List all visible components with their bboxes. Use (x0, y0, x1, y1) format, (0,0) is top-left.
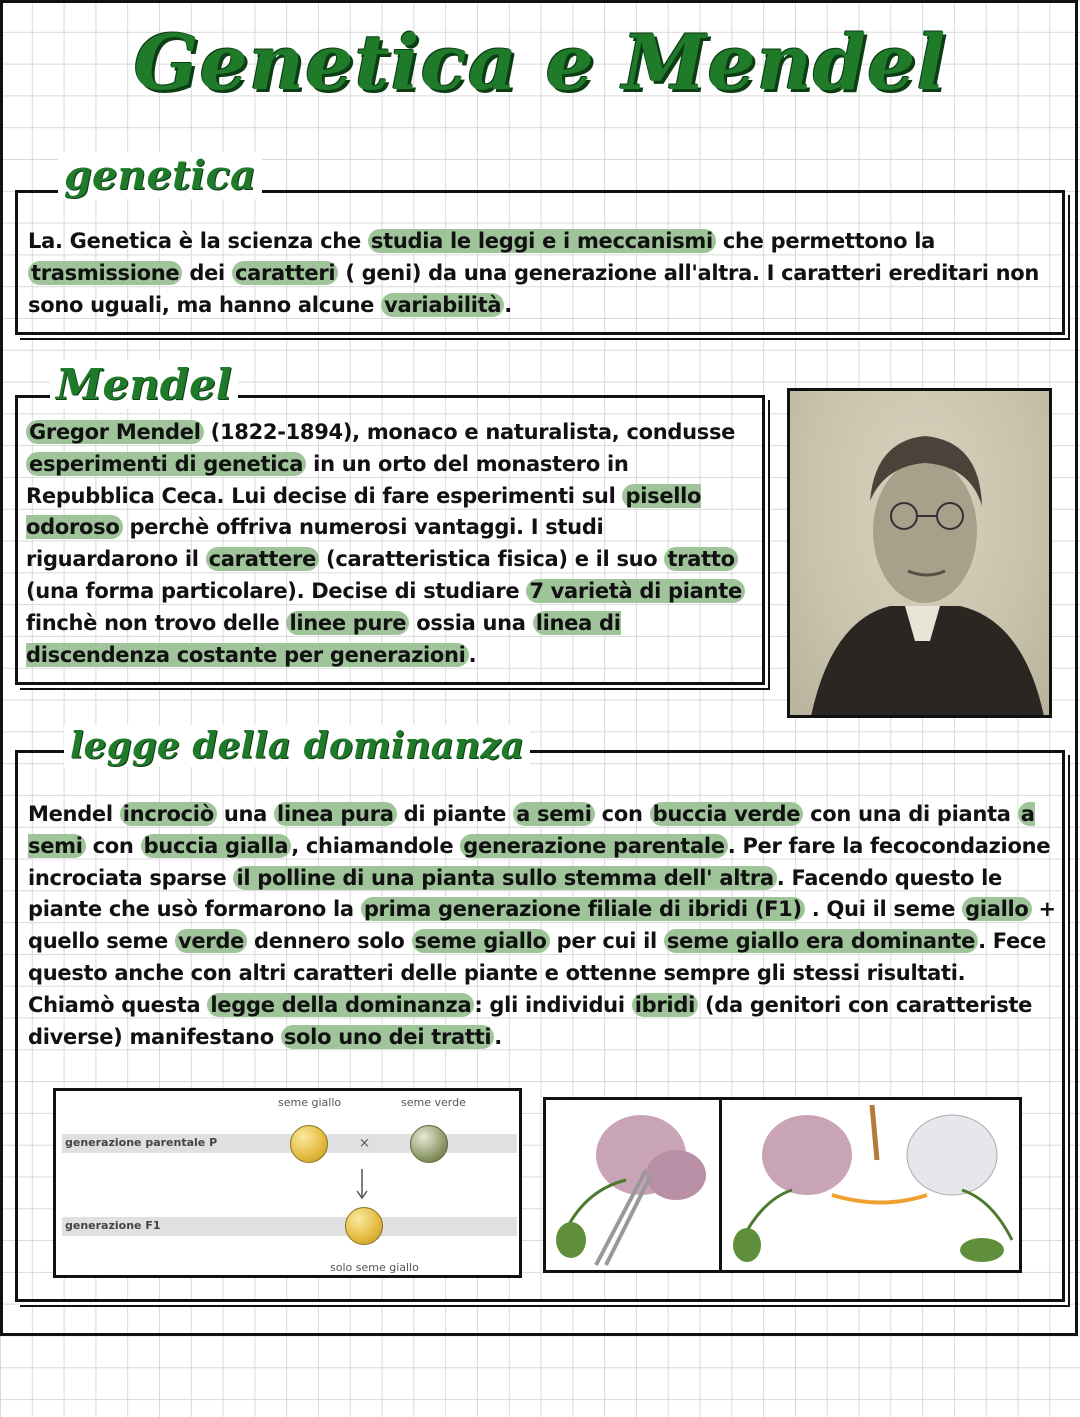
section-label-dominanza: legge della dominanza (64, 725, 530, 767)
text-segment: + quello seme (28, 897, 1056, 954)
mendel-portrait (787, 388, 1052, 718)
text-segment: dei (182, 260, 232, 285)
text-segment: con (85, 833, 141, 858)
text-segment: . Per fare la fecocondazione incrociata sparse (28, 833, 1051, 890)
highlighted-text: generazione parentale (460, 834, 727, 858)
label-generazione-f1: generazione F1 (65, 1219, 161, 1232)
highlighted-text: buccia verde (650, 802, 804, 826)
portrait-image (790, 391, 1052, 718)
arrow-down-icon (356, 1169, 368, 1199)
section-label-genetica: genetica (58, 152, 262, 199)
text-segment: di piante (396, 802, 514, 826)
highlighted-text: giallo (962, 897, 1031, 921)
pollination-illustration (719, 1097, 1022, 1273)
text-segment: (da genitori con caratteriste diverse) manifestano (28, 992, 1033, 1049)
highlighted-text: trasmissione (28, 261, 182, 285)
text-segment: (una forma particolare). Decise di studiare (26, 578, 527, 603)
highlighted-text: variabilità (381, 293, 504, 317)
text-segment: (1822-1894), monaco e naturalista, condusse (203, 420, 736, 444)
label-solo-seme-giallo: solo seme giallo (330, 1261, 419, 1274)
mendel-paragraph (26, 417, 761, 671)
highlighted-text: seme giallo (412, 929, 550, 953)
highlighted-text: ibridi (632, 993, 698, 1017)
text-segment: ( geni) da una generazione all'altra. I caratteri ereditari non sono uguali, ma hanno alcune (28, 260, 1040, 317)
page-title: Genetica e Mendel (133, 18, 947, 107)
yellow-seed-f1-icon (345, 1207, 383, 1245)
text-segment: . (468, 642, 477, 667)
text-segment: La. Genetica è la scienza che (28, 229, 368, 253)
text-segment: . Fece questo anche con altri caratteri delle piante e ottenne sempre gli stessi risultati. Chiamò questa (28, 929, 1047, 1017)
text-segment: in un orto del monastero in Repubblica Ceca. Lui decise di fare esperimenti sul (26, 451, 629, 508)
highlighted-text: carattere (206, 547, 319, 571)
band-f1 (62, 1217, 517, 1236)
text-segment: . Qui il seme (804, 897, 963, 922)
text-segment: (caratteristica fisica) e il suo (319, 547, 665, 572)
highlighted-text: seme giallo era dominante (664, 929, 978, 953)
text-segment: . (494, 1024, 502, 1049)
flower-scissors-image (546, 1100, 722, 1273)
text-segment: : gli individui (474, 992, 632, 1017)
highlighted-text: esperimenti di genetica (26, 452, 306, 476)
highlighted-text: incrociò (120, 802, 217, 826)
highlighted-text: a semi (28, 802, 1035, 858)
text-segment: con una di pianta (803, 802, 1018, 826)
green-seed-icon (410, 1125, 448, 1163)
genetica-paragraph (28, 226, 1058, 321)
flower-cut-illustration (543, 1097, 722, 1273)
dominanza-paragraph (28, 799, 1058, 1053)
highlighted-text: 7 varietà di piante (526, 579, 745, 603)
text-segment: . (504, 292, 512, 317)
highlighted-text: a semi (513, 802, 595, 826)
label-seme-giallo: seme giallo (278, 1096, 342, 1109)
highlighted-text: caratteri (232, 261, 338, 285)
text-segment: dennero solo (247, 929, 412, 954)
highlighted-text: verde (175, 929, 247, 953)
text-segment: con (594, 802, 650, 826)
text-segment: perchè offriva numerosi vantaggi. I studi riguardarono il (26, 515, 604, 572)
highlighted-text: linea di discendenza costante per generazioni (26, 610, 621, 667)
flower-pollination-image (722, 1100, 1022, 1273)
text-segment: , chiamandole (291, 833, 461, 858)
text-segment: . Facendo questo le piante che usò formarono la (28, 865, 1002, 922)
highlighted-text: linea pura (274, 802, 397, 826)
highlighted-text: buccia gialla (141, 834, 292, 858)
label-generazione-parentale: generazione parentale P (65, 1136, 218, 1149)
dominance-diagram (53, 1088, 522, 1278)
text-segment: una (216, 802, 275, 826)
highlighted-text: linee pure (286, 611, 409, 635)
highlighted-text: pisello odoroso (26, 483, 702, 540)
text-segment: ossia una (409, 610, 533, 635)
highlighted-text: solo uno dei tratti (281, 1025, 494, 1049)
highlighted-text: legge della dominanza (207, 993, 474, 1017)
text-segment: finchè non trovo delle (26, 610, 287, 635)
highlighted-text: prima generazione filiale di ibridi (F1) (361, 897, 805, 921)
text-segment: per cui il (549, 929, 664, 954)
section-label-mendel: Mendel (50, 360, 238, 409)
highlighted-text: studia le leggi e i meccanismi (368, 229, 716, 253)
yellow-seed-icon (290, 1125, 328, 1163)
label-seme-verde: seme verde (401, 1096, 466, 1109)
text-segment: che permettono la (715, 229, 936, 253)
highlighted-text: tratto (664, 547, 737, 571)
cross-icon: × (359, 1136, 370, 1151)
text-segment: Mendel (28, 802, 120, 826)
highlighted-text: Gregor Mendel (26, 420, 204, 444)
highlighted-text: il polline di una pianta sullo stemma dell' altra (233, 866, 776, 890)
